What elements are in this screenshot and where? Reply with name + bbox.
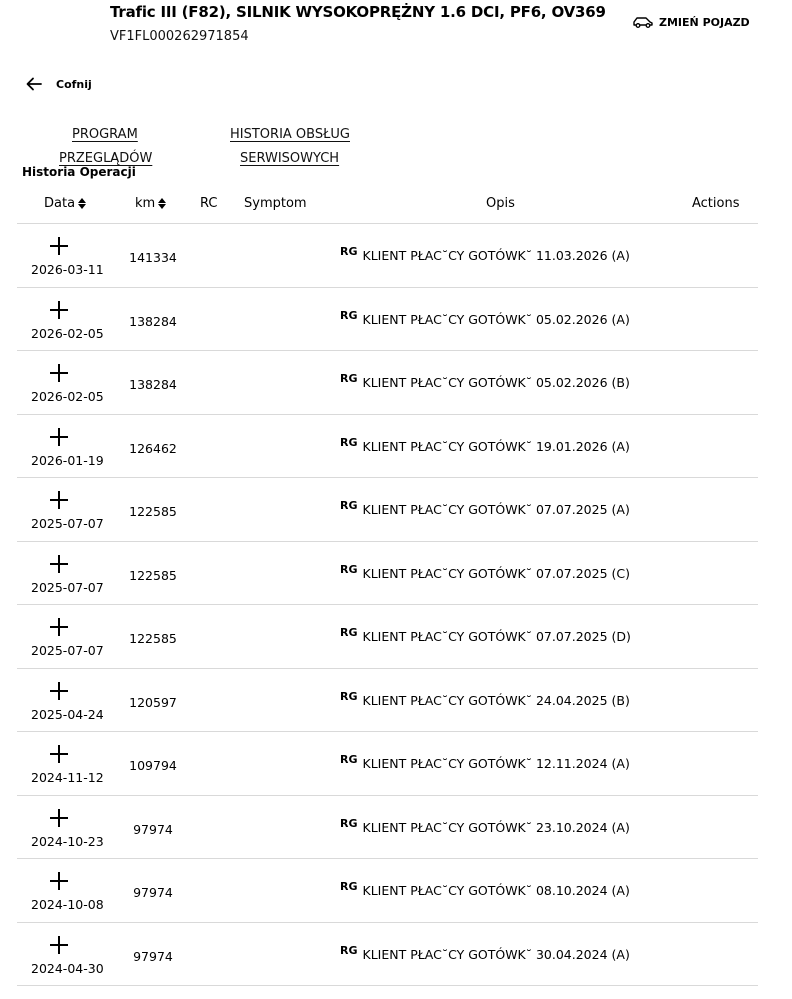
expand-plus-icon[interactable] [50,745,68,763]
row-opis [340,943,630,962]
row-km: 97974 [133,948,173,964]
column-header-km-label: km [135,196,156,211]
rg-badge: RG [340,372,358,385]
row-opis [340,880,630,898]
rg-badge: RG [340,435,358,449]
column-header-data-label: Data [44,196,76,211]
rg-badge: RG [340,816,358,830]
table-row [17,605,758,669]
back-label: Cofnij [56,77,92,91]
table-body [17,224,758,986]
expand-plus-icon[interactable] [50,301,68,319]
row-date: 2026-01-19 [31,452,104,468]
rg-badge: RG [340,245,358,258]
sort-icon [158,198,166,209]
row-date: 2024-10-08 [31,897,104,912]
table-row [17,478,758,542]
row-km: 97974 [133,885,173,900]
row-date: 2024-04-30 [31,960,104,976]
row-km: 141334 [129,250,177,265]
row-km: 120597 [129,694,177,710]
row-opis-text: KLIENT PŁAC˘CY GOTÓWK˘ 07.07.2025 (D) [362,629,631,644]
change-vehicle-button[interactable] [632,15,750,29]
column-header-rc: RC [200,196,218,211]
rg-badge: RG [340,308,358,322]
operations-table [17,188,758,986]
row-opis [340,753,630,771]
row-km: 122585 [129,631,177,646]
row-opis-text: KLIENT PŁAC˘CY GOTÓWK˘ 05.02.2026 (A) [362,311,630,327]
table-row [17,351,758,415]
row-opis-text: KLIENT PŁAC˘CY GOTÓWK˘ 11.03.2026 (A) [362,248,630,263]
table-row [17,542,758,606]
row-opis-text: KLIENT PŁAC˘CY GOTÓWK˘ 19.01.2026 (A) [362,438,630,454]
row-km: 122585 [129,504,177,519]
column-header-km[interactable] [135,196,166,211]
row-opis-text: KLIENT PŁAC˘CY GOTÓWK˘ 24.04.2025 (B) [362,692,630,708]
row-opis-text: KLIENT PŁAC˘CY GOTÓWK˘ 12.11.2024 (A) [362,756,630,771]
column-header-actions: Actions [692,196,740,211]
table-row [17,415,758,479]
table-header [17,188,758,224]
expand-plus-icon[interactable] [50,555,68,573]
table-row [17,732,758,796]
table-row [17,796,758,860]
table-row [17,859,758,923]
row-date: 2025-07-07 [31,516,104,531]
table-row [17,669,758,733]
row-date: 2026-02-05 [31,389,104,404]
vehicle-title: Trafic III (F82), SILNIK WYSOKOPRĘŻNY 1.6 DCI, PF6, OV369 [110,3,606,21]
row-opis [340,372,630,390]
row-km: 138284 [129,377,177,392]
expand-plus-icon[interactable] [50,809,68,827]
table-row [17,288,758,352]
rg-badge: RG [340,562,358,576]
section-title: Historia Operacji [22,165,136,179]
row-opis [340,562,630,581]
expand-plus-icon[interactable] [50,936,68,954]
expand-plus-icon[interactable] [50,872,68,890]
vehicle-vin: VF1FL000262971854 [110,29,249,44]
row-km: 126462 [129,440,177,456]
row-km: 109794 [129,758,177,773]
row-opis [340,626,631,644]
row-opis [340,435,630,454]
rg-badge: RG [340,753,358,766]
row-opis [340,816,630,835]
row-date: 2024-11-12 [31,770,104,785]
rg-badge: RG [340,943,358,957]
row-date: 2026-03-11 [31,262,104,277]
expand-plus-icon[interactable] [50,682,68,700]
expand-plus-icon[interactable] [50,364,68,382]
expand-plus-icon[interactable] [50,428,68,446]
program-przegladow-link-line1[interactable]: PROGRAM [72,127,138,142]
row-opis-text: KLIENT PŁAC˘CY GOTÓWK˘ 30.04.2024 (A) [362,946,630,962]
row-date: 2025-04-24 [31,706,104,722]
expand-plus-icon[interactable] [50,237,68,255]
rg-badge: RG [340,689,358,703]
row-opis [340,689,630,708]
row-km: 122585 [129,567,177,583]
row-km: 97974 [133,821,173,837]
rg-badge: RG [340,499,358,512]
table-row [17,923,758,987]
table-row [17,224,758,288]
row-km: 138284 [129,313,177,329]
row-date: 2025-07-07 [31,643,104,658]
rg-badge: RG [340,626,358,639]
row-opis [340,499,630,517]
row-opis [340,245,630,263]
row-opis-text: KLIENT PŁAC˘CY GOTÓWK˘ 23.10.2024 (A) [362,819,630,835]
car-icon [632,15,654,29]
row-opis-text: KLIENT PŁAC˘CY GOTÓWK˘ 08.10.2024 (A) [362,883,630,898]
expand-plus-icon[interactable] [50,618,68,636]
column-header-symptom: Symptom [244,196,307,211]
sort-icon [78,198,86,209]
arrow-left-icon [26,77,42,91]
expand-plus-icon[interactable] [50,491,68,509]
historia-obslug-link-line2[interactable]: SERWISOWYCH [240,151,340,166]
row-opis-text: KLIENT PŁAC˘CY GOTÓWK˘ 05.02.2026 (B) [362,375,630,390]
row-date: 2024-10-23 [31,833,104,849]
row-opis-text: KLIENT PŁAC˘CY GOTÓWK˘ 07.07.2025 (A) [362,502,630,517]
historia-obslug-link-line1[interactable]: HISTORIA OBSŁUG [230,127,350,142]
program-przegladow-link-line2[interactable]: PRZEGLĄDÓW [59,151,153,166]
back-button[interactable] [26,77,92,91]
row-opis-text: KLIENT PŁAC˘CY GOTÓWK˘ 07.07.2025 (C) [362,565,630,581]
rg-badge: RG [340,880,358,893]
column-header-opis: Opis [486,196,515,211]
column-header-data[interactable] [44,196,86,211]
change-vehicle-label: ZMIEŃ POJAZD [659,15,750,29]
row-date: 2026-02-05 [31,325,104,341]
row-opis [340,308,630,327]
row-date: 2025-07-07 [31,579,104,595]
